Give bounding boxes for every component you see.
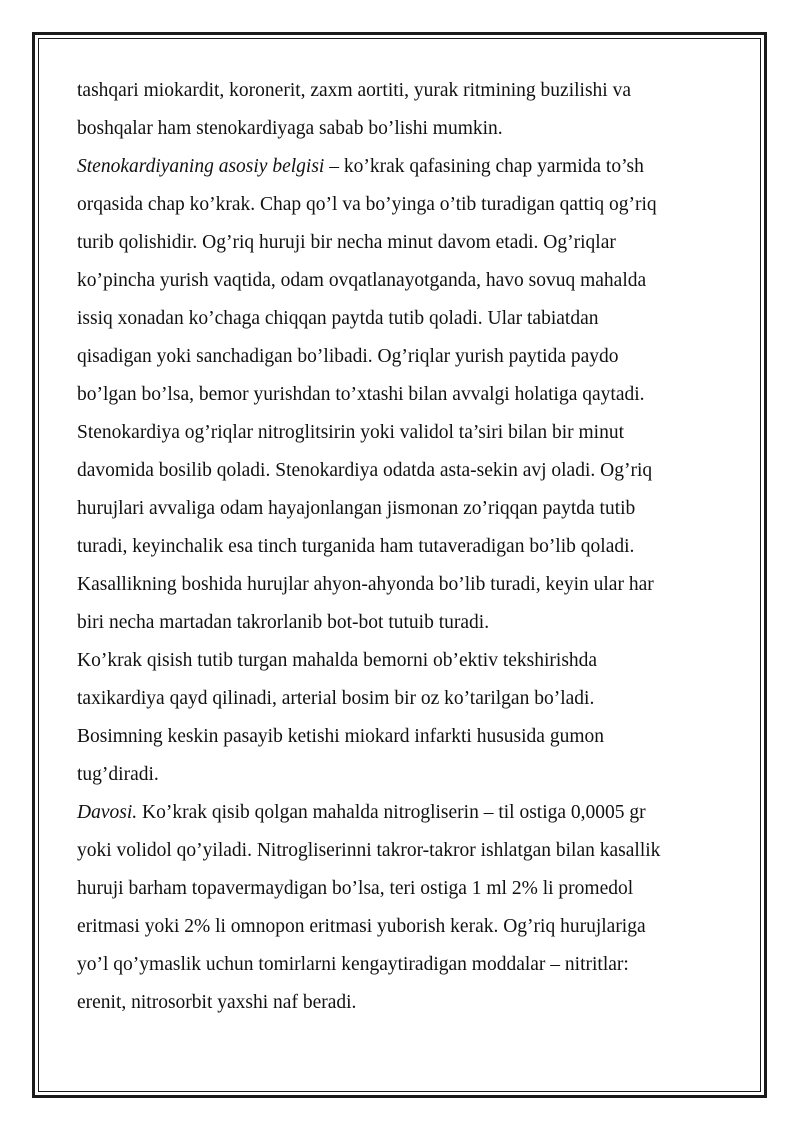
text-line: huruji barham topavermaydigan bo’lsa, teri ostiga 1 ml 2% li promedol: [77, 878, 634, 899]
text-line: turadi, keyinchalik esa tinch turganida ham tutaveradigan bo’lib qoladi.: [77, 536, 635, 557]
text-line: taxikardiya qayd qilinadi, arterial bosim bir oz ko’tarilgan bo’ladi.: [77, 688, 595, 709]
text-line: Stenokardiyaning asosiy belgisi – ko’krak qafasining chap yarmida to’sh: [77, 156, 644, 177]
text-line: yoki volidol qo’yiladi. Nitrogliserinni takror-takror ishlatgan bilan kasallik: [77, 840, 661, 861]
text-line: turib qolishidir. Og’riq huruji bir necha minut davom etadi. Og’riqlar: [77, 232, 616, 253]
text-line: yo’l qo’ymaslik uchun tomirlarni kengaytiradigan moddalar – nitritlar:: [77, 954, 629, 975]
text-line: orqasida chap ko’krak. Chap qo’l va bo’yinga o’tib turadigan qattiq og’riq: [77, 194, 657, 215]
text-line: Bosimning keskin pasayib ketishi miokard infarkti hususida gumon: [77, 726, 604, 747]
document-body: [77, 72, 737, 1022]
text-line: qisadigan yoki sanchadigan bo’libadi. Og’riqlar yurish paytida paydo: [77, 346, 619, 367]
text-line: tug’diradi.: [77, 764, 159, 785]
text-line: boshqalar ham stenokardiyaga sabab bo’lishi mumkin.: [77, 118, 503, 139]
text-line: ko’pincha yurish vaqtida, odam ovqatlanayotganda, havo sovuq mahalda: [77, 270, 647, 291]
text-line: biri necha martadan takrorlanib bot-bot tutuib turadi.: [77, 612, 490, 633]
text-line: Ko’krak qisish tutib turgan mahalda bemorni ob’ektiv tekshirishda: [77, 650, 598, 671]
text-line: tashqari miokardit, koronerit, zaxm aortiti, yurak ritmining buzilishi va: [77, 80, 631, 101]
section-heading-treatment: Davosi.: [77, 802, 138, 823]
text-line: davomida bosilib qoladi. Stenokardiya odatda asta-sekin avj oladi. Og’riq: [77, 460, 653, 481]
text-line: Kasallikning boshida hurujlar ahyon-ahyonda bo’lib turadi, keyin ular har: [77, 574, 654, 595]
text-line: bo’lgan bo’lsa, bemor yurishdan to’xtashi bilan avvalgi holatiga qaytadi.: [77, 384, 645, 405]
text-line: erenit, nitrosorbit yaxshi naf beradi.: [77, 992, 357, 1013]
text-line: issiq xonadan ko’chaga chiqqan paytda tutib qoladi. Ular tabiatdan: [77, 308, 599, 329]
text-line: eritmasi yoki 2% li omnopon eritmasi yuborish kerak. Og’riq hurujlariga: [77, 916, 646, 937]
section-heading-symptoms: Stenokardiyaning asosiy belgisi: [77, 156, 325, 177]
text-line: Stenokardiya og’riqlar nitroglitsirin yoki validol ta’siri bilan bir minut: [77, 422, 624, 443]
text-line: Davosi. Ko’krak qisib qolgan mahalda nitrogliserin – til ostiga 0,0005 gr: [77, 802, 646, 823]
text-line: hurujlari avvaliga odam hayajonlangan jismonan zo’riqqan paytda tutib: [77, 498, 636, 519]
